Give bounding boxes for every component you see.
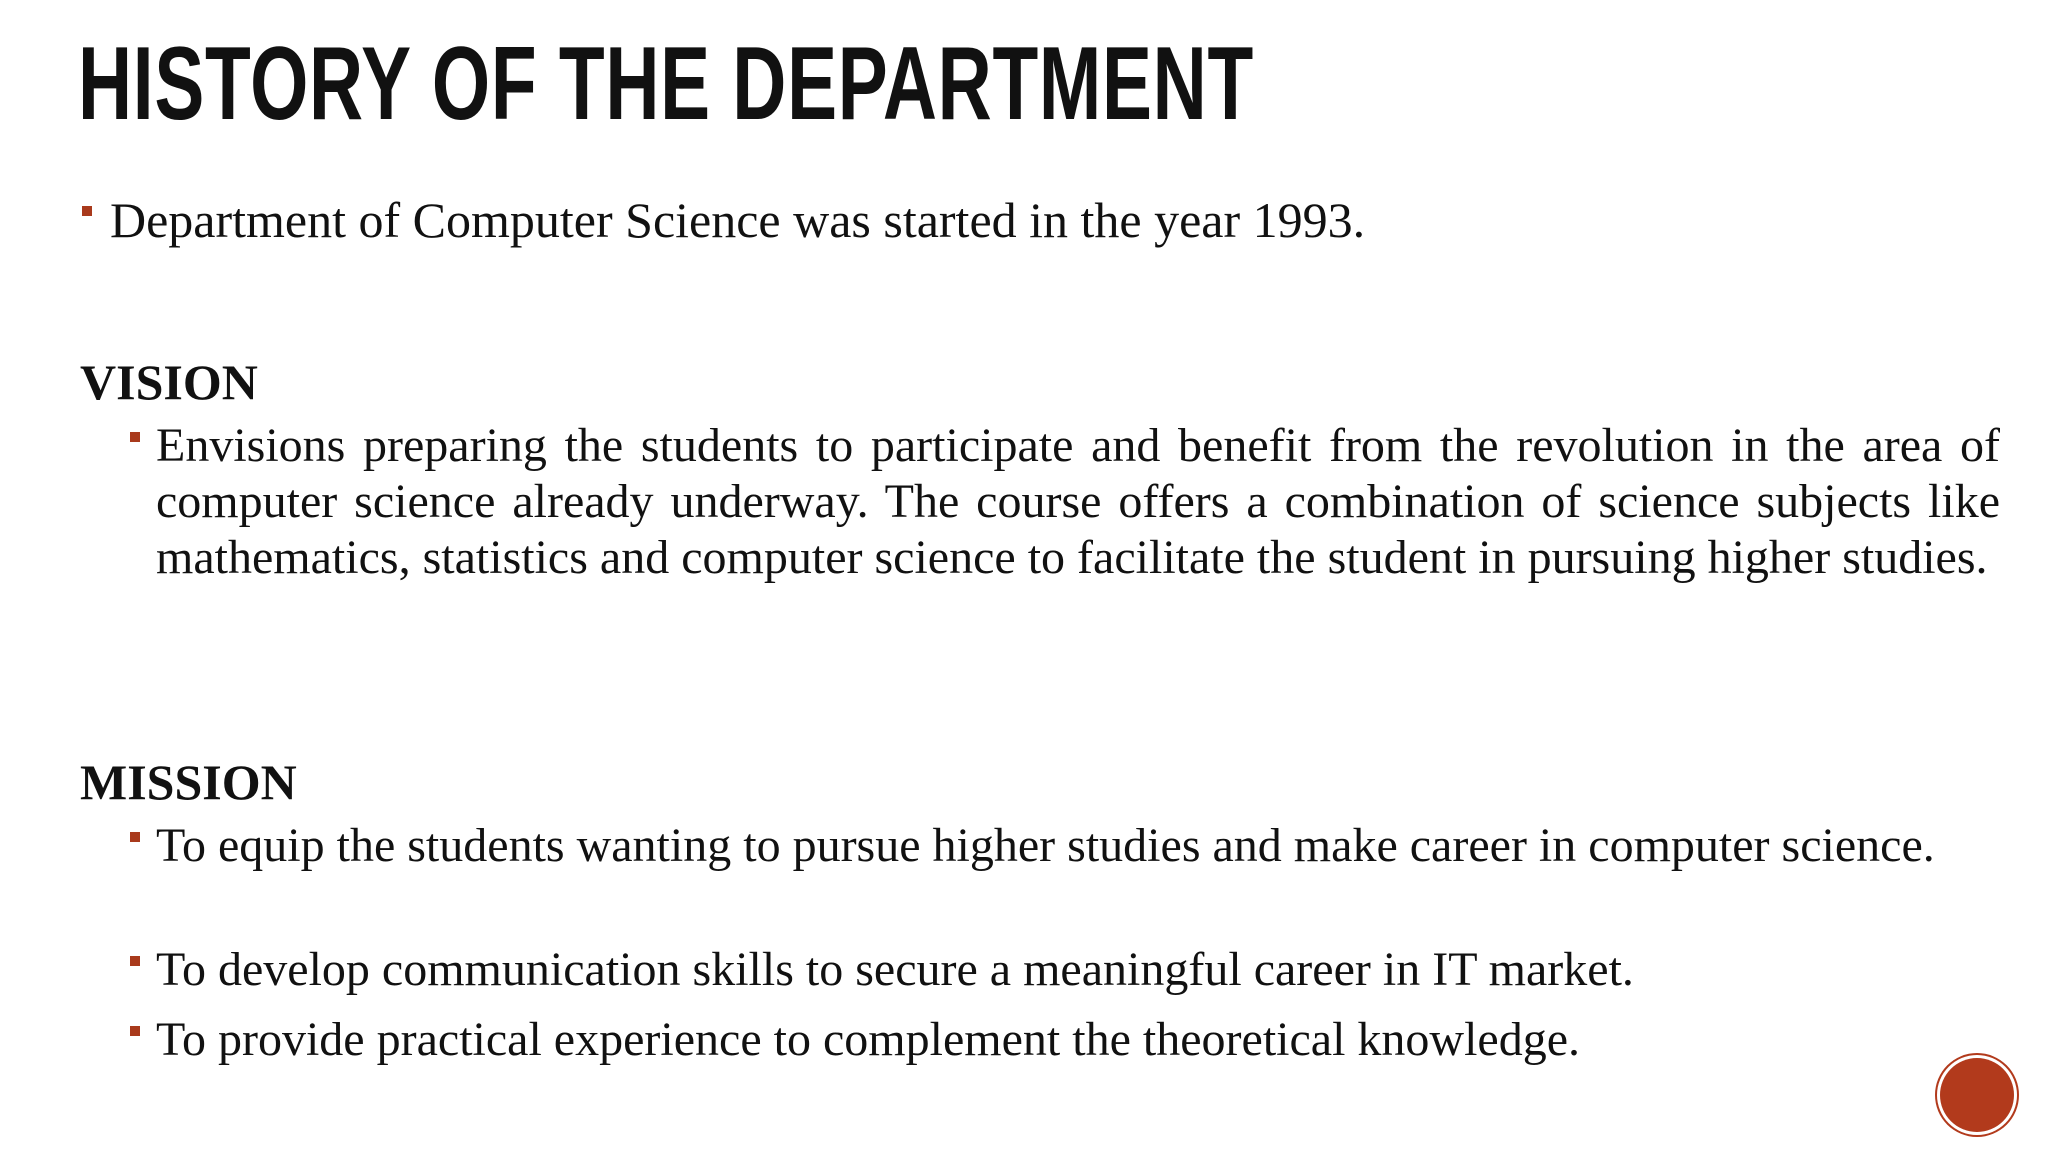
mission-item bbox=[130, 942, 2000, 998]
square-bullet-icon bbox=[130, 1026, 140, 1036]
mission-item-text: To develop communication skills to secure a meaningful career in IT market. bbox=[156, 943, 1634, 996]
mission-item bbox=[130, 818, 2000, 874]
mission-item-text: To provide practical experience to complement the theoretical knowledge. bbox=[156, 1013, 1581, 1066]
intro-bullet bbox=[82, 190, 1642, 250]
page-title: HISTORY OF THE DEPARTMENT bbox=[78, 26, 1254, 142]
square-bullet-icon bbox=[82, 206, 92, 216]
intro-text: Department of Computer Science was started in the year 1993. bbox=[110, 192, 1366, 248]
square-bullet-icon bbox=[130, 832, 140, 842]
vision-heading: VISION bbox=[80, 354, 258, 410]
vision-item-text: Envisions preparing the students to participate and benefit from the revolution in the area of computer science already underway. The course offers a combination of science subjects like mathematics, statistics and computer science to facilitate the student in pursuing higher studies. bbox=[156, 419, 2000, 584]
mission-item bbox=[130, 1012, 2000, 1068]
circle-badge-icon bbox=[1940, 1058, 2014, 1132]
mission-item-text: To equip the students wanting to pursue higher studies and make career in computer science. bbox=[156, 819, 1935, 872]
square-bullet-icon bbox=[130, 956, 140, 966]
square-bullet-icon bbox=[130, 432, 140, 442]
vision-item bbox=[130, 418, 2000, 586]
mission-heading: MISSION bbox=[80, 754, 297, 810]
